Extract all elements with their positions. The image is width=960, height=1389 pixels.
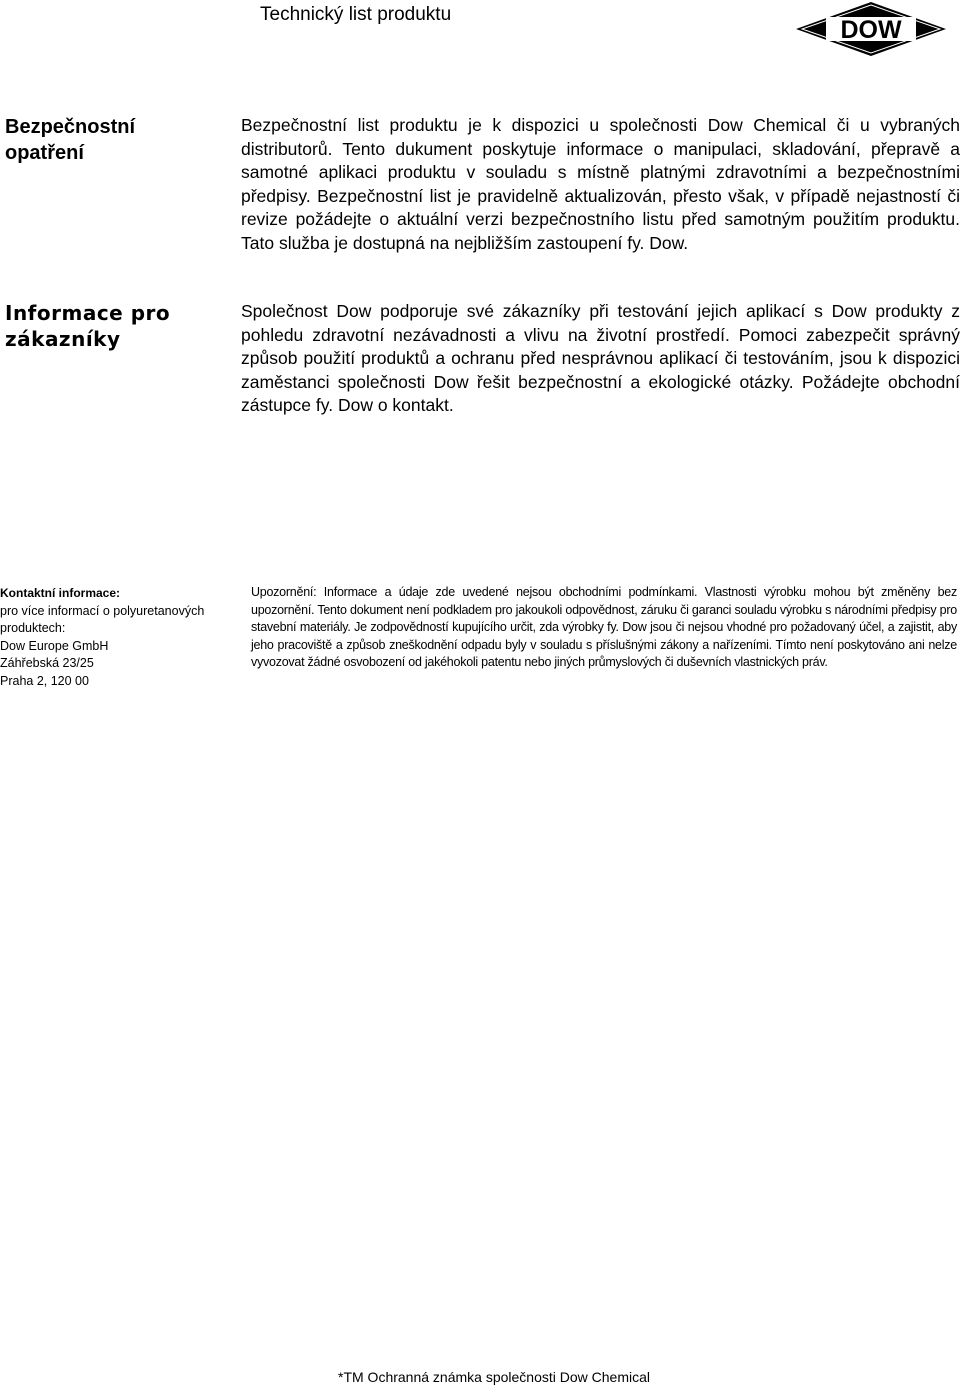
customer-label-text: Informace pro zákazníky: [5, 301, 171, 351]
header-title: Technický list produktu: [260, 4, 452, 25]
contact-city: Praha 2, 120 00: [0, 673, 89, 688]
safety-section-label: [5, 114, 175, 166]
contact-company: Dow Europe GmbH: [0, 638, 109, 653]
safety-label-text: Bezpečnostní opatření: [5, 116, 136, 164]
customer-section-label: [5, 300, 185, 352]
trademark-footer: *TM Ochranná známka společnosti Dow Chemical: [338, 1369, 651, 1385]
contact-heading: Kontaktní informace:: [0, 586, 121, 600]
contact-info: [0, 585, 230, 690]
dow-logo: [796, 2, 946, 56]
contact-line: pro více informací o polyuretanových produktech:: [0, 603, 205, 635]
safety-section-body: Bezpečnostní list produktu je k dispozici u společnosti Dow Chemical či u vybraných distributorů. Tento dukument poskytuje informace o manipulaci, skladování, přepravě a samotné aplikaci produktu v souladu s místně platnými zdravotními a bezpečnostními předpisy. Bezpečnostní list je pravidelně aktualizován, přesto však, v případě nejastností či revize požádejte o aktuální verzi bezpečnostního listu před samotným použitím produktu. Tato služba je dostupná na nejbližším zastoupení fy. Dow.: [241, 115, 960, 253]
contact-street: Záhřebská 23/25: [0, 656, 94, 670]
dow-logo-text: DOW: [840, 16, 902, 44]
disclaimer-text: Upozornění: Informace a údaje zde uvedené nejsou obchodními podmínkami. Vlastnosti výrobku mohou být změněny bez upozornění. Tento dokument není podkladem pro jakoukoli odpovědnost, záruku či garanci souladu výrobku s národními předpisy pro stavební materiály. Je zodpovědností kupujícího určit, zda výrobky fy. Dow jsou či nejsou vhodné pro požadovaný účel, a zajistit, aby jeho pracoviště a způsob zneškodnění odpadu byly v souladu s příslušnými zákony a nařízeními. Tímto není poskytováno ani nelze vyvozovat žádné osvobození od jakéhokoli patentu nebo jiných průmyslových či duševních vlastnických práv.: [251, 585, 957, 669]
customer-section-body: Společnost Dow podporuje své zákazníky při testování jejich aplikací s Dow produkty z pohledu zdravotní nezávadnosti a vlivu na životní prostředí. Pomoci zabezpečit správný způsob použití produktů a ochranu před nesprávnou aplikací či testováním, jsou k dispozici zaměstanci společnosti Dow řešit bezpečnostní a ekologické otázky. Požádejte obchodní zástupce fy. Dow o kontakt.: [241, 301, 960, 415]
